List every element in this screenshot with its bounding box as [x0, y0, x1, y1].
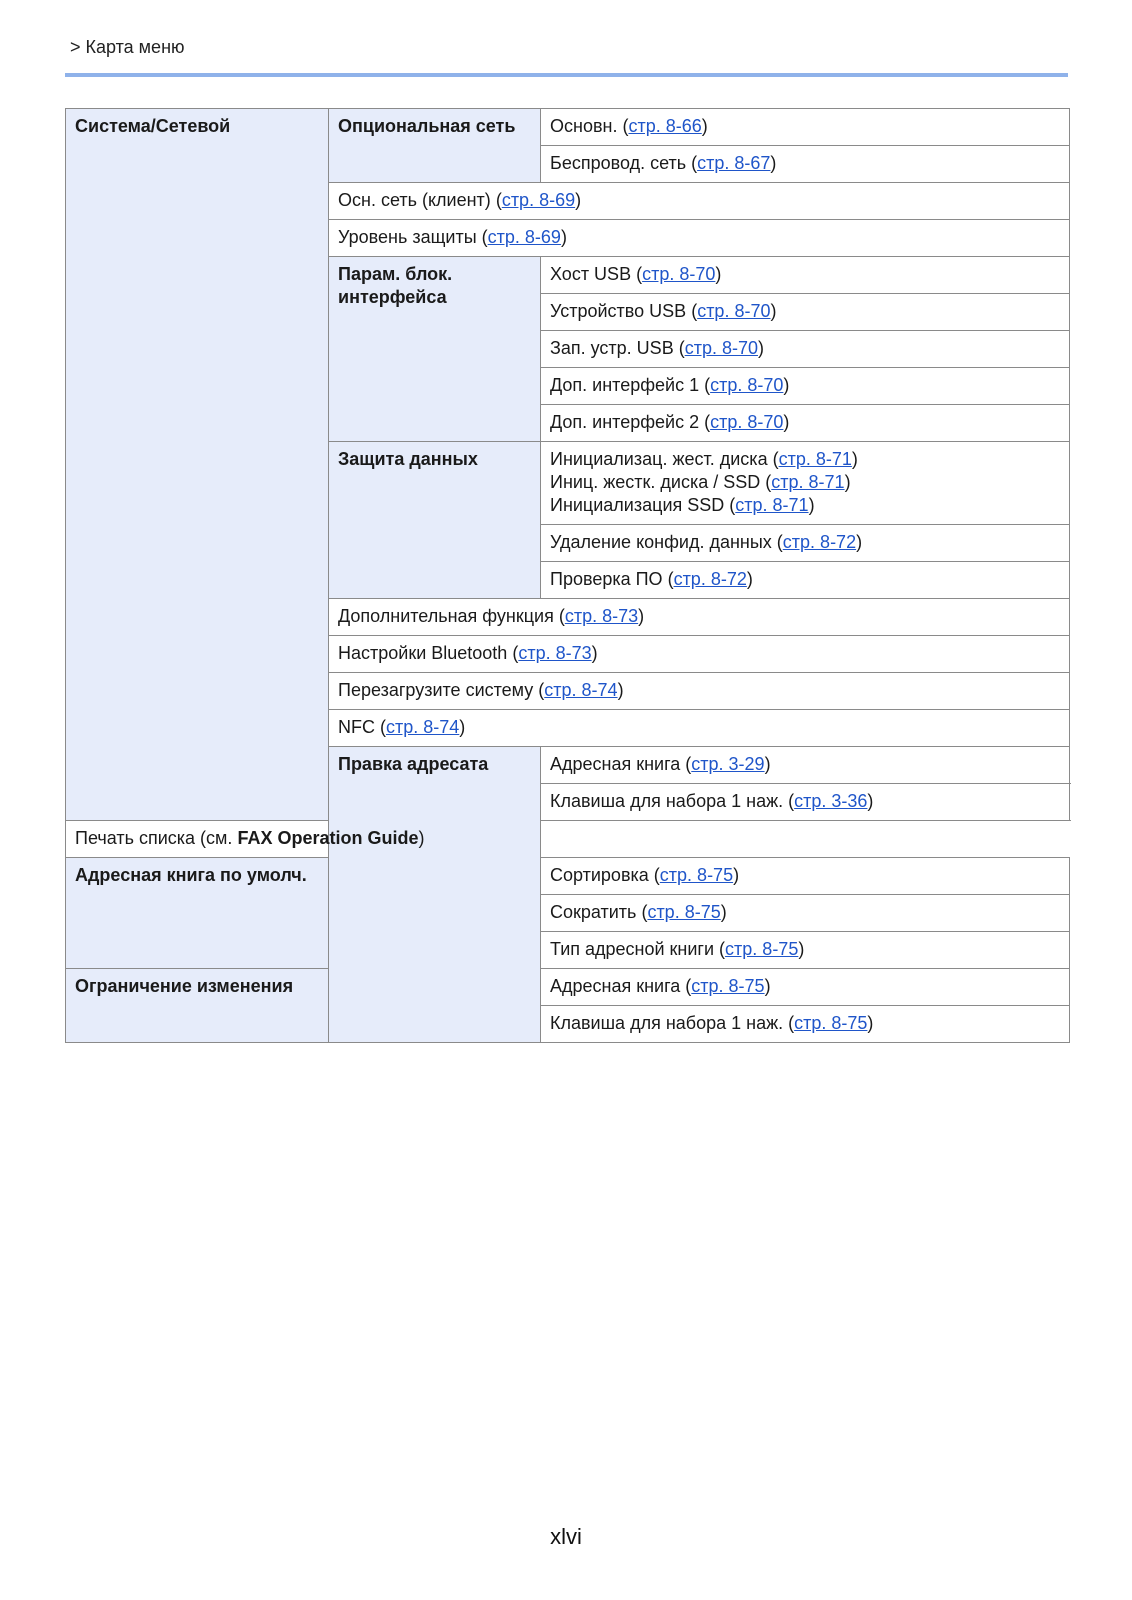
menu-item-usb-host: Хост USB (стр. 8-70): [541, 257, 1070, 294]
menu-item-opt-interface-2: Доп. интерфейс 2 (стр. 8-70): [541, 405, 1070, 442]
menu-item-addressbook: Адресная книга (стр. 3-29): [541, 747, 1070, 784]
menu-item-narrow: Сократить (стр. 8-75): [541, 895, 1070, 932]
table-row: [66, 969, 1070, 1006]
page-link[interactable]: стр. 8-70: [642, 264, 716, 284]
menu-item-optional-function: Дополнительная функция (стр. 8-73): [329, 599, 1070, 636]
menu-item-addressbook-type: Тип адресной книги (стр. 8-75): [541, 932, 1070, 969]
category-system: Система/Сетевой: [66, 109, 329, 821]
menu-item-restart: Перезагрузите систему (стр. 8-74): [329, 673, 1070, 710]
menu-item-bluetooth: Настройки Bluetooth (стр. 8-73): [329, 636, 1070, 673]
menu-item-security-level: Уровень защиты (стр. 8-69): [329, 220, 1070, 257]
subcategory-optional-network: Опциональная сеть: [329, 109, 541, 183]
page-link[interactable]: стр. 8-66: [628, 116, 702, 136]
menu-item-usb-device: Устройство USB (стр. 8-70): [541, 294, 1070, 331]
menu-item-one-touch-key: Клавиша для набора 1 наж. (стр. 3-36): [541, 784, 1070, 821]
guide-reference: FAX Operation Guide: [237, 828, 419, 848]
menu-item-disk-init: Инициализац. жест. диска (стр. 8-71) Иниц. жестк. диска / SSD (стр. 8-71) Инициализация SSD (стр. 8-71): [541, 442, 1070, 525]
page-link[interactable]: стр. 3-36: [794, 791, 868, 811]
page-link[interactable]: стр. 3-29: [691, 754, 765, 774]
breadcrumb: > Карта меню: [70, 37, 185, 57]
page-link[interactable]: стр. 8-70: [710, 375, 784, 395]
page-link[interactable]: стр. 8-70: [697, 301, 771, 321]
page-link[interactable]: стр. 8-69: [501, 190, 576, 210]
page-link[interactable]: стр. 8-75: [691, 976, 765, 996]
subcategory-data-security: Защита данных: [329, 442, 541, 599]
subcategory-interface-block: Парам. блок. интерфейса: [329, 257, 541, 442]
menu-item-fw-check: Проверка ПО (стр. 8-72): [541, 562, 1070, 599]
menu-item-wireless: Беспровод. сеть (стр. 8-67): [541, 146, 1070, 183]
page-link[interactable]: стр. 8-74: [386, 717, 460, 737]
page-link[interactable]: стр. 8-73: [518, 643, 592, 663]
page-link[interactable]: стр. 8-69: [487, 227, 561, 247]
page-link[interactable]: стр. 8-74: [544, 680, 618, 700]
menu-item-nfc: NFC (стр. 8-74): [329, 710, 1070, 747]
category-address-edit: Правка адресата: [329, 747, 541, 1043]
menu-item-usb-storage: Зап. устр. USB (стр. 8-70): [541, 331, 1070, 368]
page-link[interactable]: стр. 8-73: [564, 606, 639, 626]
menu-item-opt-interface-1: Доп. интерфейс 1 (стр. 8-70): [541, 368, 1070, 405]
page-link[interactable]: стр. 8-72: [673, 569, 747, 589]
subcategory-edit-restriction: Ограничение изменения: [66, 969, 329, 1043]
page-link[interactable]: стр. 8-71: [735, 495, 809, 515]
page-link[interactable]: стр. 8-75: [659, 865, 734, 885]
menu-item-basic: Основн. (стр. 8-66): [541, 109, 1070, 146]
page-link[interactable]: стр. 8-75: [794, 1013, 868, 1033]
table-row: [66, 109, 1070, 146]
menu-item-print-list: Печать списка (см. FAX Operation Guide): [66, 821, 541, 858]
menu-item-conf-delete: Удаление конфид. данных (стр. 8-72): [541, 525, 1070, 562]
page-link[interactable]: стр. 8-70: [710, 412, 784, 432]
menu-map-table: [65, 108, 1070, 1043]
page-link[interactable]: стр. 8-67: [697, 153, 771, 173]
page-link[interactable]: стр. 8-75: [647, 902, 721, 922]
menu-item-restrict-one-touch: Клавиша для набора 1 наж. (стр. 8-75): [541, 1006, 1070, 1043]
menu-item-sort: Сортировка (стр. 8-75): [541, 858, 1070, 895]
menu-item-primary-client: Осн. сеть (клиент) (стр. 8-69): [329, 183, 1070, 220]
page-link[interactable]: стр. 8-70: [684, 338, 758, 358]
page-link[interactable]: стр. 8-71: [778, 449, 852, 469]
header-divider: [65, 73, 1068, 77]
page-link[interactable]: стр. 8-75: [725, 939, 799, 959]
page-link[interactable]: стр. 8-72: [782, 532, 857, 552]
page-number: xlvi: [550, 1524, 582, 1549]
menu-item-restrict-addressbook: Адресная книга (стр. 8-75): [541, 969, 1070, 1006]
page-link[interactable]: стр. 8-71: [771, 472, 845, 492]
table-row: [66, 858, 1070, 895]
subcategory-default-addressbook: Адресная книга по умолч.: [66, 858, 329, 969]
table-row: [66, 821, 1070, 858]
